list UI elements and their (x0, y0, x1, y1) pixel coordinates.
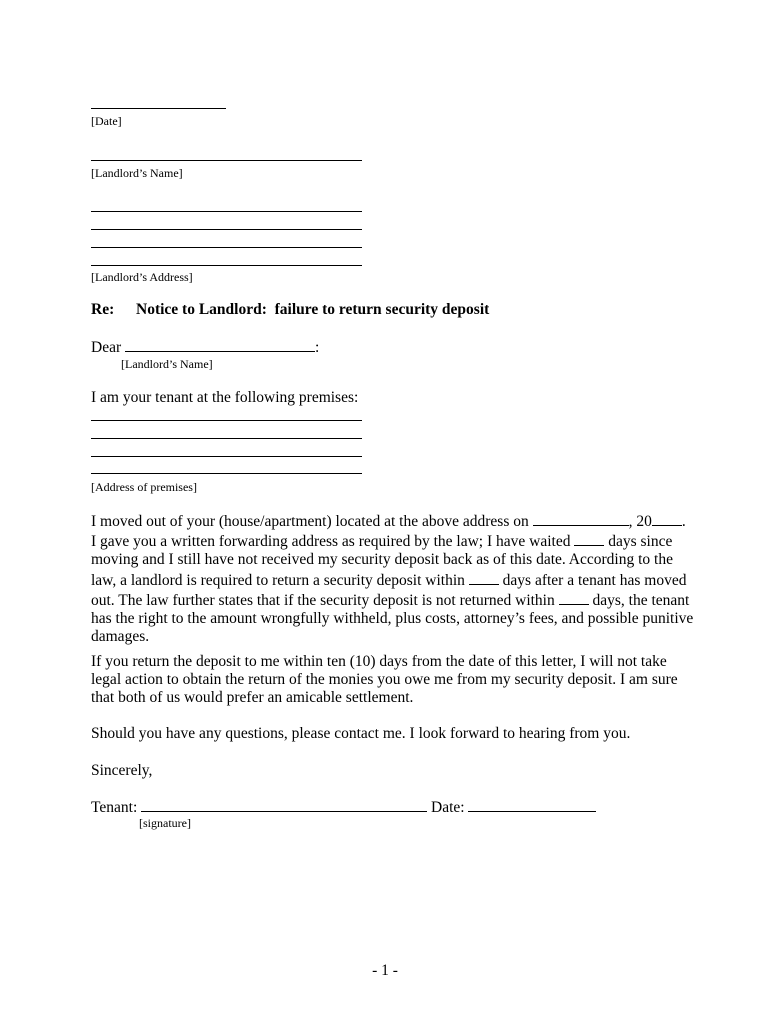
p1-line4-a: law, a landlord is required to return a security deposit within (91, 571, 465, 589)
salutation (91, 337, 319, 357)
not-returned-days-blank[interactable] (559, 590, 589, 605)
landlord-name-label: [Landlord’s Name] (91, 166, 183, 180)
dear-name-blank[interactable] (125, 337, 315, 352)
p1-line2-b: days since (608, 533, 673, 551)
signature-date-label: Date: (431, 799, 465, 816)
date-line[interactable] (91, 108, 226, 109)
re-heading (91, 301, 490, 319)
p1-line4-b: days after a tenant has moved (502, 571, 687, 589)
p1-line1-c: . (681, 513, 686, 530)
landlord-address-line-2[interactable] (91, 229, 362, 230)
tenant-label: Tenant: (91, 799, 138, 816)
premises-line-3[interactable] (91, 456, 362, 457)
landlord-address-line-3[interactable] (91, 247, 362, 248)
dear-text: Dear (91, 339, 122, 356)
p1-line5-a: out. The law further states that if the security deposit is not returned within (91, 591, 555, 609)
landlord-name-line[interactable] (91, 160, 362, 161)
p2-line2: legal action to obtain the return of the monies you owe me from my security deposit. I am sure (91, 671, 678, 689)
return-days-blank[interactable] (469, 570, 499, 585)
p2-line1: If you return the deposit to me within ten (10) days from the date of this letter, I will not take (91, 653, 667, 670)
paragraph-3 (91, 725, 691, 743)
p1-line1-b: , 20 (628, 513, 652, 530)
tenant-intro: I am your tenant at the following premises: (91, 389, 359, 406)
landlord-address-label: [Landlord’s Address] (91, 270, 193, 284)
closing: Sincerely, (91, 762, 153, 779)
landlord-address-line-1[interactable] (91, 211, 362, 212)
p1-line2-a: I gave you a written forwarding address as required by the law; I have waited (91, 533, 571, 551)
dear-sublabel: [Landlord’s Name] (121, 357, 213, 371)
signature-label: [signature] (139, 816, 191, 830)
re-subject: Notice to Landlord: failure to return security deposit (136, 301, 490, 318)
p1-line7: damages. (91, 628, 150, 646)
days-waited-blank[interactable] (574, 531, 604, 546)
paragraph-1 (91, 511, 694, 646)
moveout-date-blank[interactable] (533, 511, 629, 526)
paragraph-2 (91, 653, 691, 708)
p1-line5-b: days, the tenant (592, 591, 690, 609)
signature-date-blank[interactable] (468, 797, 596, 812)
tenant-signature-blank[interactable] (141, 797, 427, 812)
landlord-address-line-4[interactable] (91, 265, 362, 266)
p3-text: Should you have any questions, please contact me. I look forward to hearing from you. (91, 725, 631, 742)
premises-line-1[interactable] (91, 420, 362, 421)
dear-colon: : (315, 339, 320, 356)
p1-line1-a: I moved out of your (house/apartment) located at the above address on (91, 513, 529, 530)
re-prefix: Re: (91, 301, 115, 318)
premises-label: [Address of premises] (91, 480, 197, 494)
premises-line-2[interactable] (91, 438, 362, 439)
p1-line6: has the right to the amount wrongfully withheld, plus costs, attorney’s fees, and possible punitive (91, 610, 694, 628)
p2-line3: that both of us would prefer an amicable settlement. (91, 689, 414, 707)
premises-line-4[interactable] (91, 473, 362, 474)
page-number: - 1 - (372, 962, 398, 979)
date-label: [Date] (91, 114, 122, 128)
p1-line3: moving and I still have not received my security deposit back as of this date. According to the (91, 551, 673, 569)
signature-row (91, 797, 596, 817)
moveout-year-blank[interactable] (652, 511, 682, 526)
